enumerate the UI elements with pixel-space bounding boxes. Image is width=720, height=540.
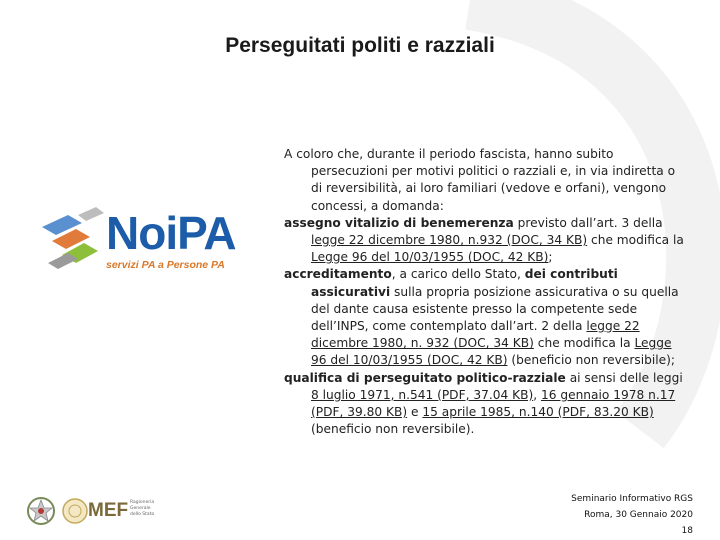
link-legge-96-1955[interactable]: Legge 96 del 10/03/1955 (DOC, 42 KB) [311,250,549,265]
item-assegno-vitalizio: assegno vitalizio di benemerenza previsto dall’art. 3 della legge 22 dicembre 1980, n.932 (DOC, 34 KB) che modifica la Legge 96 del 10/03/1955 (DOC, 42 KB); [284,215,684,265]
footer-info [571,491,693,539]
item-heading: qualifica di perseguitato politico-razziale [284,370,566,385]
slide-title: Perseguitati politi e razziali [225,34,495,57]
item-accreditamento: accreditamento, a carico dello Stato, dei contributi assicurativi sulla propria posizione assicurativa o su quella del dante causa esistente presso la competente sede dell’INPS, come contemplato dall’art. 2 della legge 22 dicembre 1980, n. 932 (DOC, 34 KB) che modifica la Legge 96 del 10/03/1955 (DOC, 42 KB) (beneficio non reversibile); [284,267,679,368]
mef-sublabel: Ragioneria Generale dello Stato [130,500,155,517]
footer-place-date: Roma, 30 Gennaio 2020 [584,510,693,520]
intro-paragraph: A coloro che, durante il periodo fascista, hanno subito persecuzioni per motivi politici o razziali e, in via indiretta o di reversibilità, ai loro familiari (vedove e orfani), vengono concessi, a domanda: [284,147,676,213]
item-subheading: dei contributi assicurativi [311,267,618,299]
link-legge-932-1980[interactable]: legge 22 dicembre 1980, n.932 (DOC, 34 KB) [311,233,588,248]
item-qualifica: qualifica di perseguitato politico-razziale ai sensi delle leggi 8 luglio 1971, n.541 (PDF, 37.04 KB), 16 gennaio 1978 n.17 (PDF, 39.80 KB) e 15 aprile 1985, n.140 (PDF, 83.20 KB) (beneficio non reversibile). [284,370,683,437]
link-legge-140-1985[interactable]: 15 aprile 1985, n.140 (PDF, 83.20 KB) [422,405,654,420]
item-heading: accreditamento [284,267,392,282]
link-legge-541-1971[interactable]: 8 luglio 1971, n.541 (PDF, 37.04 KB) [311,387,534,402]
link-legge-932-1980[interactable]: legge 22 dicembre 1980, n. 932 (DOC, 34 KB) [311,319,640,351]
page-number: 18 [681,526,693,536]
footer-event: Seminario Informativo RGS [571,494,693,504]
footer-logos [26,494,155,530]
link-legge-96-1955[interactable]: Legge 96 del 10/03/1955 (DOC, 42 KB) [311,336,672,368]
noipa-mark-icon [38,205,108,281]
item-heading: assegno vitalizio di benemerenza [284,215,514,230]
content-body [284,146,684,438]
noipa-wordmark: NoiPA [106,207,236,259]
link-legge-17-1978[interactable]: 16 gennaio 1978 n.17 (PDF, 39.80 KB) [311,387,676,420]
mef-label: MEF [88,500,129,521]
italian-emblem-icon [26,494,56,528]
noipa-tagline: servizi PA a Persone PA [106,259,225,271]
mef-emblem-icon [62,496,88,526]
noipa-logo [38,205,254,281]
